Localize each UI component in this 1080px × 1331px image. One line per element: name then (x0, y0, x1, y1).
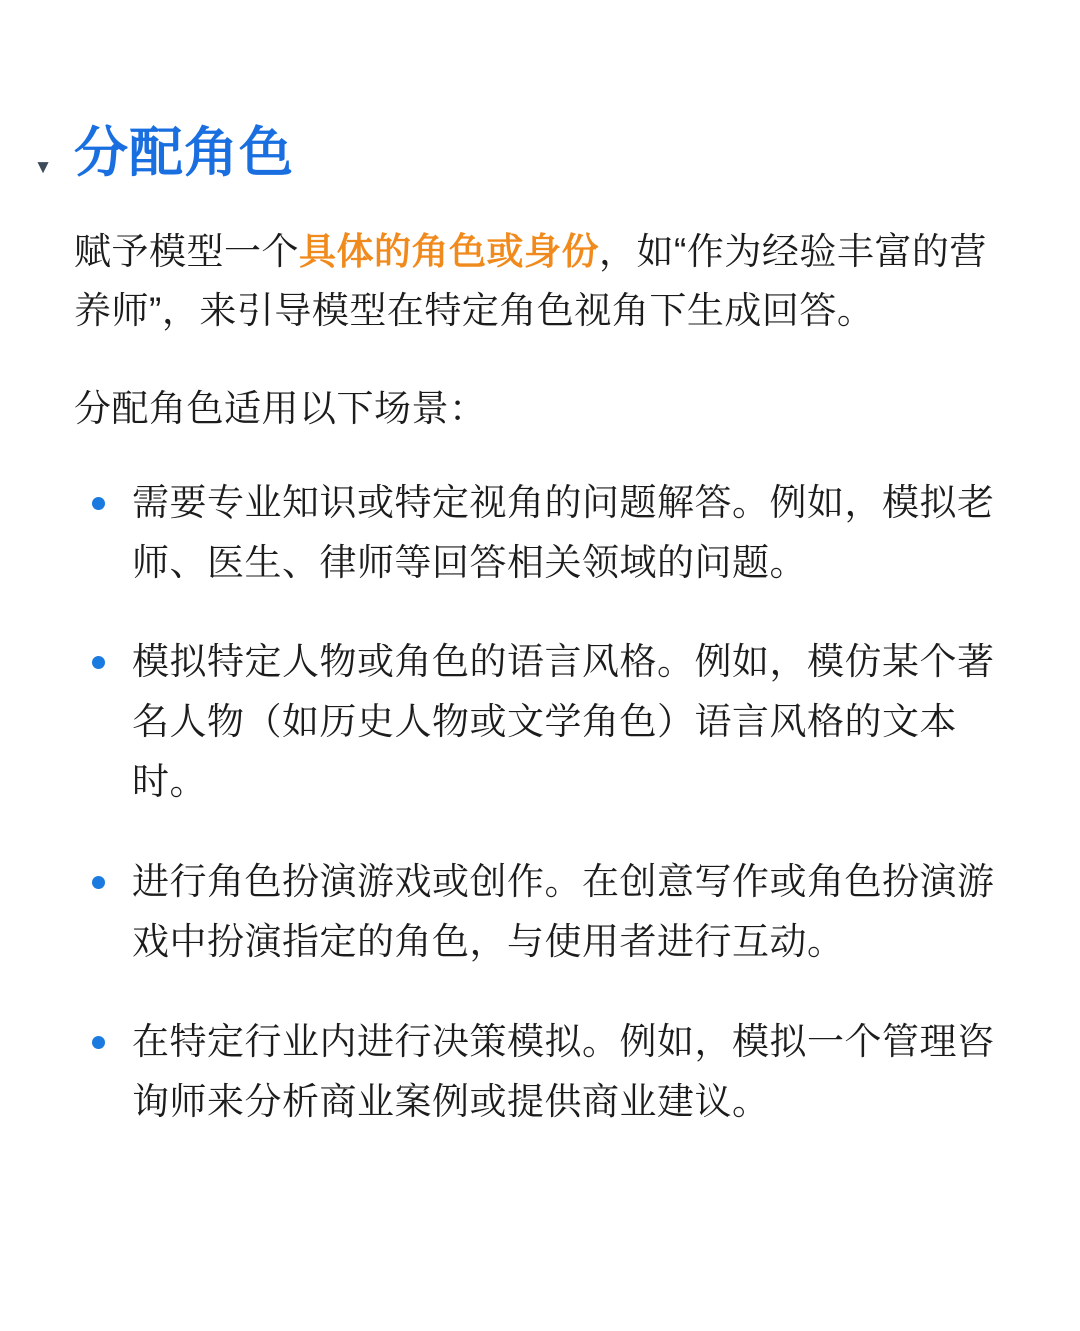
intro-paragraph (74, 222, 1010, 342)
page-title: 分配角色 (74, 123, 294, 183)
lead-in-text: 分配角色适用以下场景： (74, 388, 487, 430)
list-item (74, 852, 1010, 972)
highlighted-phrase: 具体的角色或身份 (299, 230, 599, 272)
list-item (74, 1012, 1010, 1132)
list-item-text: 在特定行业内进行决策模拟。例如，模拟一个管理咨询师来分析商业案例或提供商业建议。 (132, 1021, 995, 1123)
intro-text-part-1: 赋予模型一个 (74, 230, 299, 272)
caret-down-icon[interactable]: ▼ (33, 157, 53, 178)
list-item-text: 需要专业知识或特定视角的问题解答。例如，模拟老师、医生、律师等回答相关领域的问题。 (132, 481, 995, 583)
scenario-list (74, 473, 1010, 1132)
body-content (74, 222, 1010, 1133)
list-item (74, 473, 1010, 593)
bullet-dot-icon (92, 876, 105, 889)
section-heading (30, 120, 1010, 188)
bullet-dot-icon (92, 656, 105, 669)
list-item-text: 进行角色扮演游戏或创作。在创意写作或角色扮演游戏中扮演指定的角色，与使用者进行互动。 (132, 861, 995, 963)
list-item (74, 632, 1010, 812)
list-item-text: 模拟特定人物或角色的语言风格。例如，模仿某个著名人物（如历史人物或文学角色）语言风格的文本时。 (132, 641, 995, 803)
bullet-dot-icon (92, 1036, 105, 1049)
bullet-dot-icon (92, 497, 105, 510)
intro-text-part-2: ，如“作为经验丰富的营养师”，来引导模型在特定角色视角下生成回答。 (74, 230, 987, 332)
